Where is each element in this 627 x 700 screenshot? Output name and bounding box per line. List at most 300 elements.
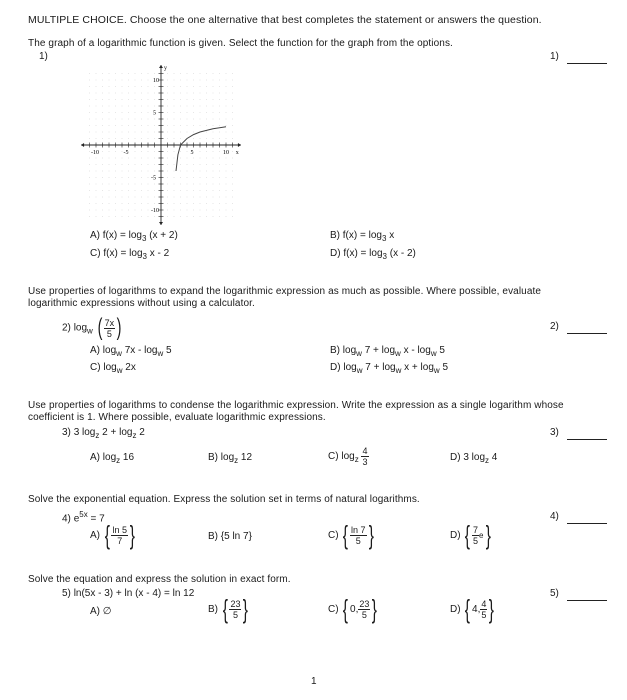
grid-dot (115, 86, 116, 87)
grid-dot (200, 197, 201, 198)
grid-dot (167, 177, 168, 178)
y-tick-label: 5 (153, 110, 156, 117)
grid-dot (115, 119, 116, 120)
brace-left: { (222, 594, 228, 624)
grid-dot (180, 93, 181, 94)
q1-answer-label: 1) (550, 51, 559, 62)
grid-dot (174, 197, 175, 198)
q5-d-fraction (480, 599, 487, 620)
grid-dot (206, 138, 207, 139)
grid-dot (206, 106, 207, 107)
q2-option-c[interactable] (90, 362, 136, 375)
grid-dot (122, 151, 123, 152)
grid-dot (193, 216, 194, 217)
option-arg: x - 2 (149, 248, 170, 259)
grid-dot (96, 93, 97, 94)
grid-dot (122, 86, 123, 87)
grid-dot (200, 177, 201, 178)
grid-dot (148, 125, 149, 126)
grid-dot (96, 197, 97, 198)
grid-dot (200, 106, 201, 107)
grid-dot (109, 197, 110, 198)
t: 2 + log (99, 427, 133, 438)
log-base: z (485, 456, 490, 465)
grid-dot (174, 190, 175, 191)
brace-right: } (243, 594, 249, 624)
section5-instruction: Solve the equation and express the solution in exact form. (28, 574, 291, 585)
grid-dot (141, 197, 142, 198)
grid-dot (213, 99, 214, 100)
q5-answer-blank[interactable] (567, 590, 607, 601)
grid-dot (167, 93, 168, 94)
log-base: w (116, 366, 123, 375)
q1-answer-blank[interactable] (567, 53, 607, 64)
q2-answer-label: 2) (550, 321, 559, 332)
q5-b-fraction (229, 599, 241, 620)
grid-dot (122, 138, 123, 139)
grid-dot (115, 171, 116, 172)
grid-dot (200, 86, 201, 87)
x-tick-label: -5 (123, 150, 129, 156)
grid-dot (128, 73, 129, 74)
grid-dot (200, 216, 201, 217)
grid-dot (148, 197, 149, 198)
grid-dot (115, 80, 116, 81)
grid-dot (232, 158, 233, 159)
x-tick-label: -10 (91, 150, 99, 156)
q4-option-c[interactable] (328, 522, 375, 548)
q3-c-fraction (361, 446, 368, 467)
grid-dot (193, 171, 194, 172)
log-base: z (95, 431, 100, 440)
grid-dot (206, 80, 207, 81)
grid-dot (193, 197, 194, 198)
option-arg: x (389, 230, 395, 241)
option-text: f(x) = log (342, 230, 382, 241)
grid-dot (232, 106, 233, 107)
grid-dot (200, 73, 201, 74)
grid-dot (148, 138, 149, 139)
grid-dot (122, 171, 123, 172)
grid-dot (193, 138, 194, 139)
grid-dot (89, 138, 90, 139)
grid-dot (206, 112, 207, 113)
grid-dot (141, 73, 142, 74)
log-base: w (356, 366, 363, 375)
frac-den: 5 (232, 609, 238, 620)
grid-dot (167, 125, 168, 126)
grid-dot (219, 99, 220, 100)
log-base: w (433, 366, 440, 375)
brace-right: } (485, 520, 491, 550)
grid-dot (219, 112, 220, 113)
y-axis-label: y (164, 65, 167, 72)
grid-dot (102, 190, 103, 191)
grid-dot (174, 158, 175, 159)
grid-dot (148, 177, 149, 178)
grid-dot (213, 158, 214, 159)
grid-dot (174, 138, 175, 139)
q4-d-fraction (472, 525, 479, 546)
t: 12 (238, 452, 253, 463)
grid-dot (135, 197, 136, 198)
grid-dot (180, 216, 181, 217)
grid-dot (141, 112, 142, 113)
grid-dot (115, 151, 116, 152)
grid-dot (206, 158, 207, 159)
grid-dot (174, 151, 175, 152)
grid-dot (141, 184, 142, 185)
grid-dot (167, 158, 168, 159)
grid-dot (102, 73, 103, 74)
grid-dot (180, 184, 181, 185)
q1-option-c[interactable] (90, 248, 169, 261)
t: log (341, 451, 355, 463)
grid-dot (96, 158, 97, 159)
q3-question (62, 427, 145, 440)
t: log (220, 452, 235, 463)
q1-option-d[interactable] (330, 248, 416, 261)
t: 7 + log (361, 345, 396, 356)
grid-dot (200, 138, 201, 139)
q5-equation: ln(5x - 3) + ln (x - 4) = ln 12 (73, 588, 195, 599)
grid-dot (180, 190, 181, 191)
q4-option-d[interactable] (450, 522, 492, 548)
q1-number: 1) (39, 51, 48, 62)
grid-dot (187, 177, 188, 178)
grid-dot (128, 93, 129, 94)
grid-dot (154, 138, 155, 139)
grid-dot (135, 112, 136, 113)
grid-dot (174, 184, 175, 185)
grid-dot (180, 73, 181, 74)
grid-dot (141, 151, 142, 152)
grid-dot (128, 203, 129, 204)
q2-question (62, 316, 123, 340)
log-base: w (87, 326, 93, 336)
grid-dot (167, 197, 168, 198)
x-tick-label: 5 (190, 150, 194, 156)
q1-option-b[interactable] (330, 230, 394, 243)
grid-dot (102, 184, 103, 185)
grid-dot (167, 73, 168, 74)
q4-answer-blank[interactable] (567, 513, 607, 524)
q5-question (62, 588, 194, 599)
grid-dot (213, 93, 214, 94)
grid-dot (180, 171, 181, 172)
q3-answer-blank[interactable] (567, 429, 607, 440)
grid-dot (102, 106, 103, 107)
grid-dot (226, 216, 227, 217)
grid-dot (232, 171, 233, 172)
grid-dot (219, 119, 220, 120)
grid-dot (115, 190, 116, 191)
grid-dot (174, 86, 175, 87)
q2-answer-blank[interactable] (567, 323, 607, 334)
grid-dot (206, 171, 207, 172)
grid-dot (232, 125, 233, 126)
section4-instruction: Solve the exponential equation. Express the solution set in terms of natural logarithms. (28, 494, 420, 505)
option-label: A) (90, 452, 100, 463)
q3-option-d[interactable] (450, 452, 497, 465)
grid-dot (141, 86, 142, 87)
grid-dot (89, 73, 90, 74)
grid-dot (219, 171, 220, 172)
q1-option-a[interactable] (90, 230, 178, 243)
grid-dot (200, 210, 201, 211)
q5-option-b[interactable] (208, 596, 250, 622)
q3-option-b[interactable] (208, 452, 252, 465)
q2-option-a[interactable] (90, 345, 172, 358)
grid-dot (232, 119, 233, 120)
grid-dot (180, 197, 181, 198)
grid-dot (109, 138, 110, 139)
q5-option-c[interactable] (328, 596, 379, 622)
grid-dot (213, 203, 214, 204)
grid-dot (122, 203, 123, 204)
grid-dot (89, 184, 90, 185)
grid-dot (226, 184, 227, 185)
t: x - log (400, 345, 431, 356)
grid-dot (187, 86, 188, 87)
grid-dot (226, 158, 227, 159)
t: 7x - log (121, 345, 158, 356)
grid-dot (167, 80, 168, 81)
grid-dot (109, 184, 110, 185)
option-text: f(x) = log (103, 248, 143, 259)
grid-dot (135, 216, 136, 217)
option-label: B) (330, 345, 340, 356)
option-text: f(x) = log (343, 248, 383, 259)
grid-dot (141, 138, 142, 139)
grid-dot (187, 203, 188, 204)
grid-dot (102, 158, 103, 159)
grid-dot (174, 106, 175, 107)
q5-answer-label: 5) (550, 588, 559, 599)
grid-dot (213, 80, 214, 81)
grid-dot (115, 197, 116, 198)
grid-dot (167, 86, 168, 87)
grid-dot (135, 138, 136, 139)
grid-dot (135, 158, 136, 159)
grid-dot (187, 151, 188, 152)
grid-dot (219, 190, 220, 191)
grid-dot (154, 132, 155, 133)
grid-dot (167, 164, 168, 165)
log-base: w (116, 349, 122, 358)
grid-dot (193, 80, 194, 81)
grid-dot (232, 86, 233, 87)
grid-dot (232, 177, 233, 178)
grid-dot (213, 106, 214, 107)
grid-dot (102, 203, 103, 204)
q3-option-c[interactable] (328, 446, 369, 467)
log-base: z (234, 456, 239, 465)
grid-dot (89, 164, 90, 165)
frac-num: 4 (362, 446, 368, 456)
grid-dot (200, 125, 201, 126)
grid-dot (174, 73, 175, 74)
log-base: z (132, 431, 137, 440)
option-label: C) (328, 451, 339, 463)
grid-dot (206, 210, 207, 211)
grid-dot (96, 80, 97, 81)
grid-dot (102, 151, 103, 152)
q4-option-a[interactable] (90, 522, 137, 548)
grid-dot (187, 158, 188, 159)
grid-dot (109, 164, 110, 165)
grid-dot (122, 177, 123, 178)
option-label: B) (208, 603, 218, 615)
grid-dot (154, 216, 155, 217)
grid-dot (109, 119, 110, 120)
log-base: z (116, 456, 121, 465)
option-label: C) (90, 362, 101, 373)
t: 2x (122, 362, 136, 373)
grid-dot (206, 132, 207, 133)
grid-dot (167, 138, 168, 139)
grid-dot (89, 119, 90, 120)
option-label: A) (90, 345, 100, 356)
q4-option-b[interactable] (208, 531, 252, 542)
grid-dot (213, 125, 214, 126)
q2-log: log (73, 322, 88, 334)
x-arrow-left (81, 143, 84, 147)
grid-dot (180, 177, 181, 178)
grid-dot (154, 197, 155, 198)
grid-dot (219, 138, 220, 139)
grid-dot (206, 73, 207, 74)
q3-option-a[interactable] (90, 452, 134, 465)
grid-dot (109, 210, 110, 211)
grid-dot (102, 171, 103, 172)
grid-dot (200, 158, 201, 159)
grid-dot (109, 203, 110, 204)
grid-dot (115, 99, 116, 100)
option-text: {5 ln 7} (220, 531, 252, 542)
grid-dot (180, 132, 181, 133)
grid-dot (226, 138, 227, 139)
frac-num: ln 5 (112, 524, 127, 535)
grid-dot (206, 216, 207, 217)
grid-dot (141, 190, 142, 191)
grid-dot (135, 184, 136, 185)
q4-exponent: 5x (79, 510, 88, 519)
grid-dot (200, 164, 201, 165)
grid-dot (206, 151, 207, 152)
grid-dot (122, 184, 123, 185)
t: 5 (436, 345, 445, 356)
grid-dot (154, 164, 155, 165)
grid-dot (148, 190, 149, 191)
grid-dot (102, 138, 103, 139)
frac-num: 4 (481, 598, 487, 609)
grid-dot (232, 197, 233, 198)
grid-dot (180, 203, 181, 204)
option-label: A) (90, 606, 100, 617)
grid-dot (180, 119, 181, 120)
t: log (342, 345, 357, 356)
grid-dot (193, 210, 194, 211)
q5-option-d[interactable] (450, 596, 496, 622)
grid-dot (128, 80, 129, 81)
grid-dot (135, 106, 136, 107)
grid-dot (96, 164, 97, 165)
q2-option-d[interactable] (330, 362, 448, 375)
frac-num: ln 7 (351, 524, 366, 535)
q2-option-b[interactable] (330, 345, 445, 358)
grid-dot (96, 171, 97, 172)
grid-dot (128, 99, 129, 100)
grid-dot (167, 184, 168, 185)
grid-dot (213, 184, 214, 185)
grid-dot (226, 106, 227, 107)
grid-dot (89, 197, 90, 198)
t: log (102, 452, 117, 463)
brace-left: { (343, 520, 349, 550)
grid-dot (122, 190, 123, 191)
grid-dot (115, 132, 116, 133)
grid-dot (200, 99, 201, 100)
frac-den: 5 (361, 609, 367, 620)
grid-dot (102, 164, 103, 165)
grid-dot (213, 210, 214, 211)
grid-dot (89, 177, 90, 178)
grid-dot (167, 171, 168, 172)
grid-dot (115, 106, 116, 107)
grid-dot (89, 203, 90, 204)
q4-a-fraction (111, 525, 128, 546)
t: 4 (489, 452, 498, 463)
q5-option-a[interactable] (90, 606, 112, 617)
grid-dot (148, 164, 149, 165)
grid-dot (109, 190, 110, 191)
grid-dot (109, 99, 110, 100)
grid-dot (109, 93, 110, 94)
brace-left: { (104, 520, 110, 550)
set-prefix: 0, (350, 603, 359, 615)
grid-dot (193, 184, 194, 185)
grid-dot (219, 177, 220, 178)
header (28, 14, 542, 26)
frac-num: 23 (359, 598, 370, 609)
grid-dot (109, 125, 110, 126)
grid-dot (115, 73, 116, 74)
graph-axes (81, 65, 241, 225)
grid-dot (135, 164, 136, 165)
grid-dot (135, 203, 136, 204)
grid-dot (180, 138, 181, 139)
grid-dot (122, 80, 123, 81)
frac-suffix: e (479, 530, 484, 540)
grid-dot (154, 158, 155, 159)
grid-dot (219, 203, 220, 204)
grid-dot (232, 93, 233, 94)
t: 5 (439, 362, 449, 373)
grid-dot (200, 151, 201, 152)
grid-dot (122, 158, 123, 159)
grid-dot (96, 73, 97, 74)
grid-dot (219, 106, 220, 107)
grid-dot (148, 210, 149, 211)
log-base: w (157, 349, 164, 358)
option-label: C) (328, 603, 339, 615)
grid-dot (154, 190, 155, 191)
grid-dot (122, 164, 123, 165)
grid-dot (122, 125, 123, 126)
grid-dot (154, 99, 155, 100)
grid-dot (167, 132, 168, 133)
